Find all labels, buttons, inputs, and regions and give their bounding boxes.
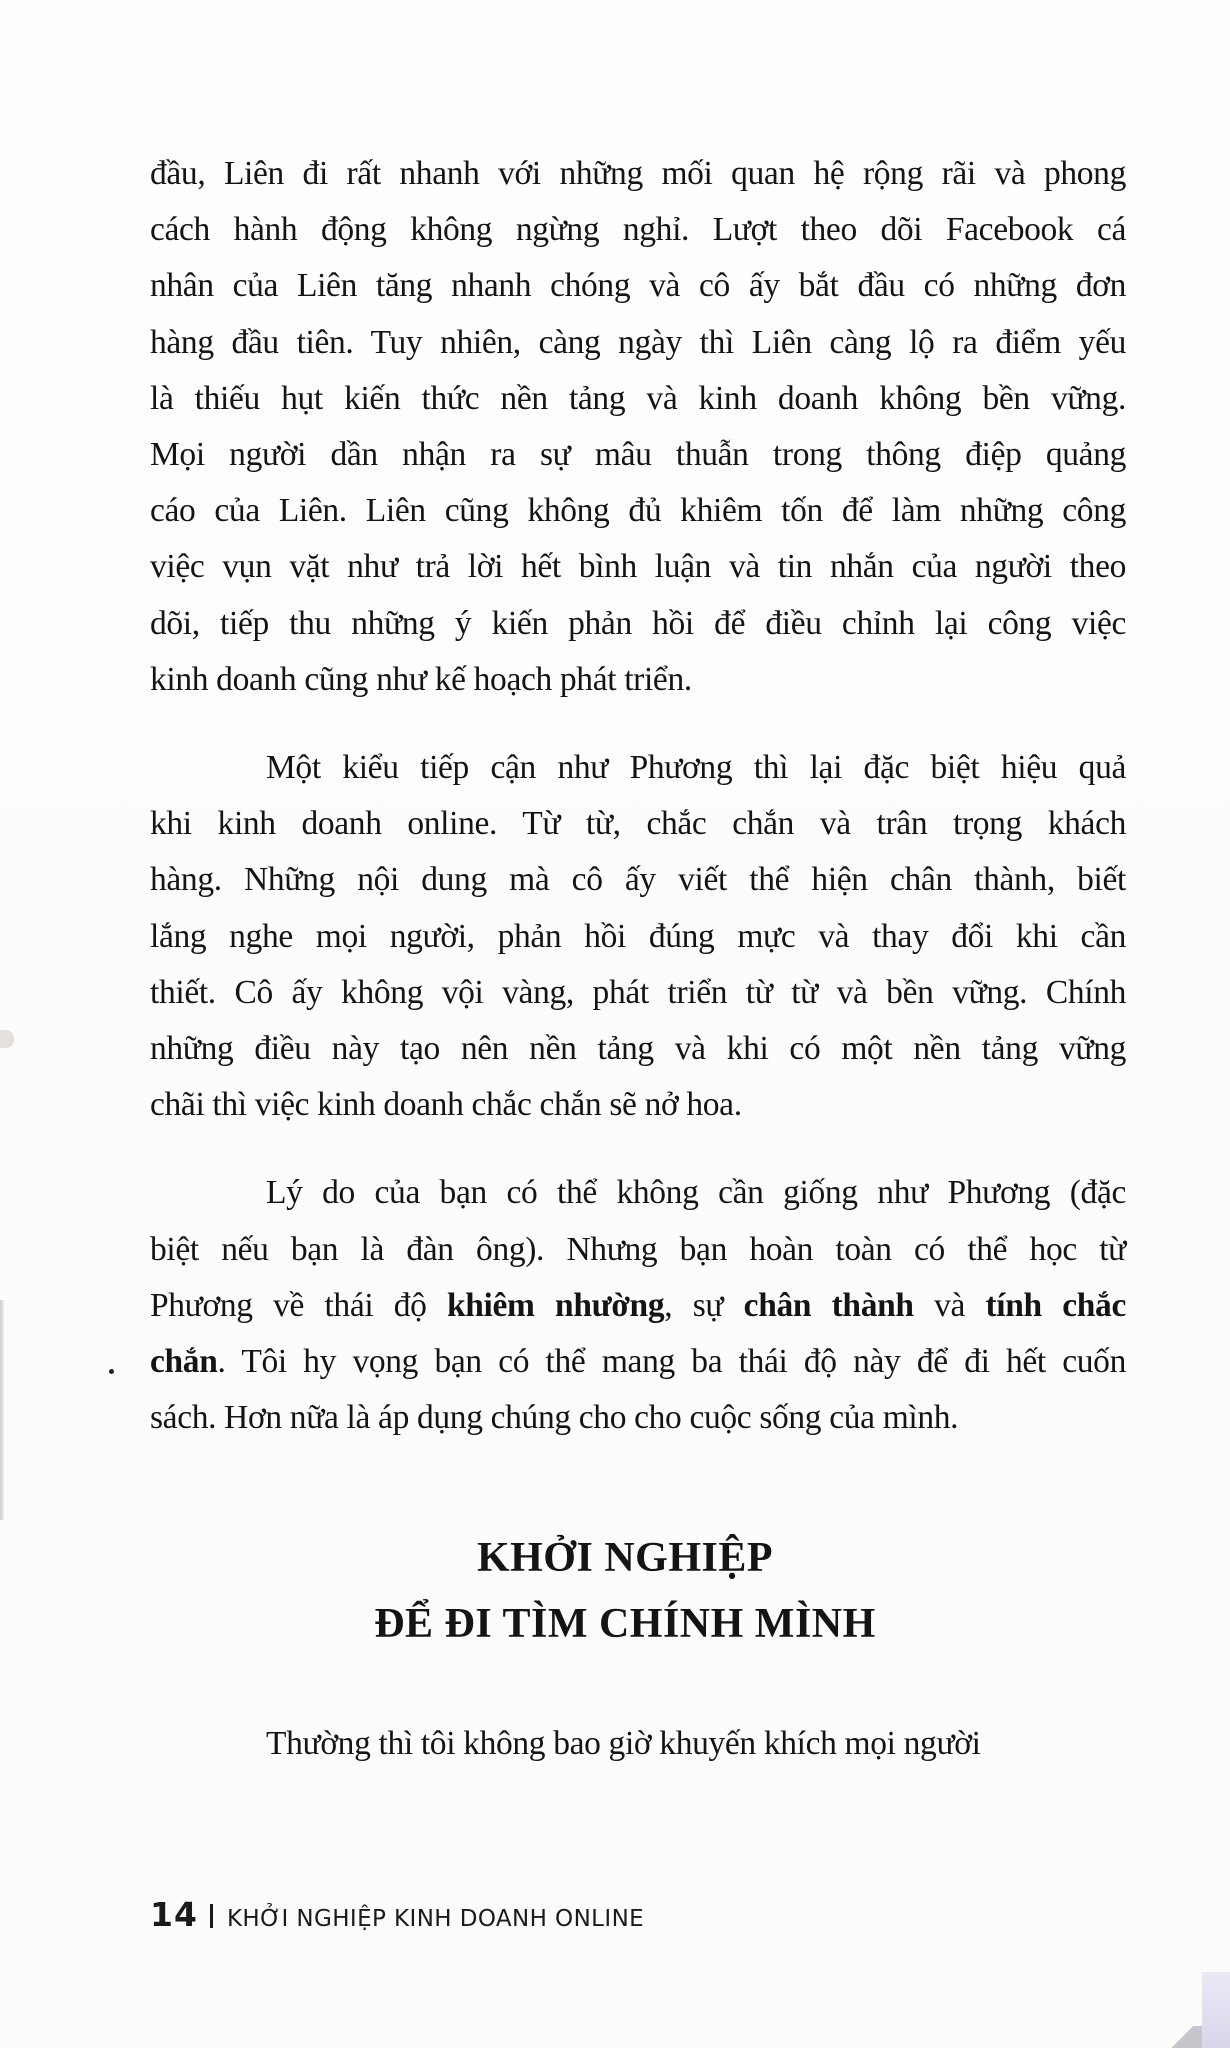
page-edge-shadow [0, 1300, 4, 1520]
text-line: cáo của Liên. Liên cũng không đủ khiêm tốn để làm những công [150, 492, 1126, 530]
corner-shadow [1162, 2026, 1202, 2048]
text-segment: , sự [664, 1286, 744, 1324]
text-line: chãi thì việc kinh doanh chắc chắn sẽ nở hoa. [150, 1086, 742, 1124]
section-heading-line-1: KHỞI NGHIỆP [476, 1535, 774, 1581]
text-segment: . Tôi hy vọng bạn có thể mang ba thái độ này để đi hết cuốn [217, 1343, 1126, 1381]
running-title: KHỞI NGHIỆP KINH DOANH ONLINE [226, 1906, 645, 1932]
emphasis-sincerity: chân thành [743, 1286, 914, 1324]
text-line [150, 1278, 1126, 1334]
text-line: kinh doanh cũng như kế hoạch phát triển. [150, 660, 692, 698]
page-number: 14 [150, 1895, 198, 1934]
text-line: dõi, tiếp thu những ý kiến phản hồi để điều chỉnh lại công việc [150, 604, 1126, 642]
page-corner-curl [1202, 1972, 1230, 2048]
text-line [150, 1334, 1126, 1390]
emphasis-certainty-cont: chắn [150, 1343, 218, 1381]
text-line: nhân của Liên tăng nhanh chóng và cô ấy bắt đầu có những đơn [150, 267, 1126, 305]
paragraph-1 [150, 146, 1126, 708]
body-text [150, 146, 1126, 1446]
text-line: Mọi người dần nhận ra sự mâu thuẫn trong thông điệp quảng [150, 436, 1126, 474]
text-line: cách hành động không ngừng nghỉ. Lượt theo dõi Facebook cá [150, 211, 1126, 249]
text-line: hàng. Những nội dung mà cô ấy viết thể hiện chân thành, biết [150, 861, 1126, 899]
text-line: hàng đầu tiên. Tuy nhiên, càng ngày thì Liên càng lộ ra điểm yếu [150, 323, 1126, 361]
text-line: khi kinh doanh online. Từ từ, chắc chắn và trân trọng khách [150, 805, 1126, 843]
paragraph-3 [150, 1165, 1126, 1446]
text-line: thiết. Cô ấy không vội vàng, phát triển từ từ và bền vững. Chính [150, 973, 1126, 1011]
text-line: Một kiểu tiếp cận như Phương thì lại đặc biệt hiệu quả [266, 749, 1126, 787]
text-line: lắng nghe mọi người, phản hồi đúng mực và thay đổi khi cần [150, 917, 1126, 955]
emphasis-humility: khiêm nhường [447, 1286, 665, 1324]
ink-speck [109, 1369, 114, 1374]
section-first-line: Thường thì tôi không bao giờ khuyến khích mọi người [266, 1725, 981, 1762]
text-line: đầu, Liên đi rất nhanh với những mối quan hệ rộng rãi và phong [150, 155, 1126, 192]
text-line: là thiếu hụt kiến thức nền tảng và kinh doanh không bền vững. [150, 379, 1126, 417]
section-heading [0, 1525, 1230, 1657]
text-segment: và [913, 1286, 986, 1324]
page-smudge [0, 1030, 14, 1048]
text-segment: Phương về thái độ [150, 1286, 447, 1324]
text-line: sách. Hơn nữa là áp dụng chúng cho cho cuộc sống của mình. [150, 1399, 959, 1437]
text-line: Lý do của bạn có thể không cần giống như Phương (đặc [266, 1174, 1126, 1212]
paragraph-2 [150, 740, 1126, 1133]
emphasis-certainty: tính chắc [985, 1286, 1126, 1324]
section-heading-line-2: ĐỂ ĐI TÌM CHÍNH MÌNH [374, 1601, 876, 1647]
page-footer [150, 1895, 644, 1934]
text-line: những điều này tạo nên nền tảng và khi có một nền tảng vững [150, 1030, 1126, 1068]
text-line: việc vụn vặt như trả lời hết bình luận và tin nhắn của người theo [150, 548, 1126, 586]
text-line: biệt nếu bạn là đàn ông). Nhưng bạn hoàn toàn có thể học từ [150, 1230, 1126, 1268]
footer-separator [210, 1904, 213, 1928]
